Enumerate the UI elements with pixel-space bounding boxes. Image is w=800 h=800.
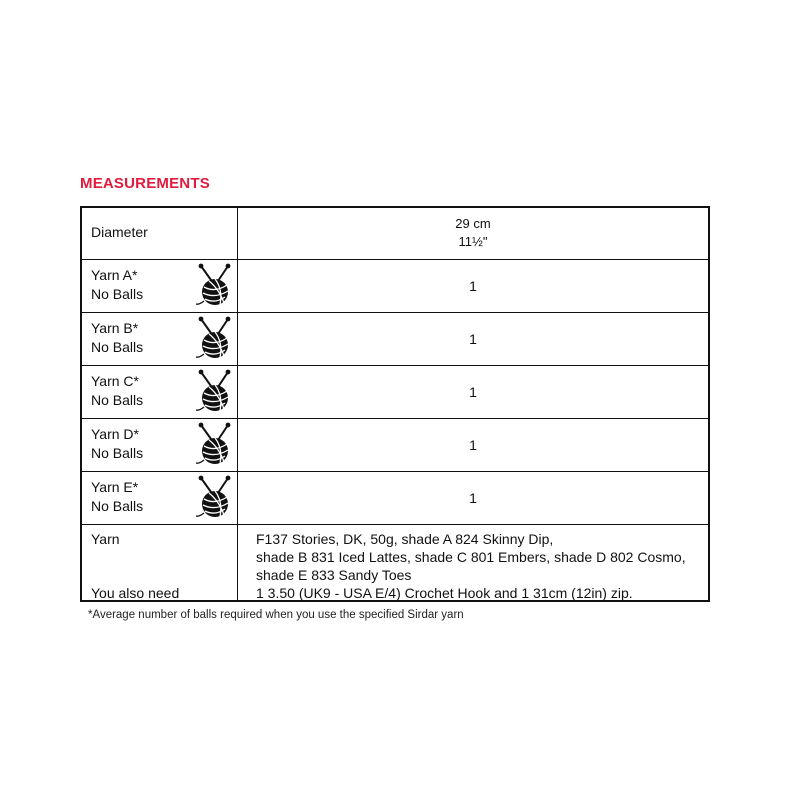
yarn-balls-value: 1 [469, 384, 477, 400]
yarn-balls-value: 1 [469, 278, 477, 294]
yarn-label-cell [82, 419, 238, 471]
yarn-value-cell [238, 366, 708, 418]
yarn-details-line: shade B 831 Iced Lattes, shade C 801 Embers, shade D 802 Cosmo, [256, 549, 686, 565]
diameter-inches: 11½" [458, 234, 488, 249]
yarn-ball-needles-icon [195, 475, 235, 519]
details-value-cell [238, 525, 708, 602]
yarn-label-cell [82, 313, 238, 365]
yarn-label-block [91, 372, 143, 410]
yarn-details-line: F137 Stories, DK, 50g, shade A 824 Skinny Dip, [256, 531, 554, 547]
measurements-table [80, 206, 710, 602]
yarn-balls-value: 1 [469, 437, 477, 453]
yarn-balls-value: 1 [469, 490, 477, 506]
yarn-ball-needles-icon [195, 422, 235, 466]
yarn-name: Yarn E* [91, 479, 139, 495]
yarn-name: Yarn A* [91, 267, 138, 283]
also-need-text: 1 3.50 (UK9 - USA E/4) Crochet Hook and 1 31cm (12in) zip. [256, 585, 633, 601]
yarn-balls-label: No Balls [91, 392, 144, 408]
yarn-name: Yarn D* [91, 426, 139, 442]
yarn-ball-needles-icon [195, 316, 235, 360]
yarn-row [82, 366, 708, 419]
yarn-value-cell [238, 260, 708, 312]
yarn-value-cell [238, 472, 708, 524]
yarn-label-block [91, 478, 143, 516]
yarn-row [82, 313, 708, 366]
details-row [82, 525, 708, 602]
yarn-balls-value: 1 [469, 331, 477, 347]
yarn-ball-needles-icon [195, 369, 235, 413]
yarn-label-block [91, 319, 143, 357]
yarn-balls-label: No Balls [91, 498, 144, 514]
yarn-details-line: shade E 833 Sandy Toes [256, 567, 412, 583]
yarn-details-label: Yarn [91, 531, 120, 547]
yarn-row [82, 472, 708, 525]
yarn-label-cell [82, 366, 238, 418]
also-need-label: You also need [91, 585, 180, 601]
yarn-label-block [91, 425, 143, 463]
yarn-row [82, 419, 708, 472]
yarn-balls-label: No Balls [91, 445, 144, 461]
section-heading: MEASUREMENTS [80, 175, 210, 192]
yarn-value-cell [238, 313, 708, 365]
yarn-ball-needles-icon [195, 263, 235, 307]
yarn-label-cell [82, 260, 238, 312]
yarn-balls-label: No Balls [91, 286, 144, 302]
diameter-cm: 29 cm [455, 216, 491, 231]
yarn-name: Yarn B* [91, 320, 139, 336]
diameter-row [82, 208, 708, 260]
yarn-label-block [91, 266, 143, 304]
yarn-label-cell [82, 472, 238, 524]
details-label-cell [82, 525, 238, 602]
diameter-label-cell [82, 208, 238, 259]
yarn-name: Yarn C* [91, 373, 139, 389]
diameter-label: Diameter [91, 224, 148, 240]
yarn-balls-label: No Balls [91, 339, 144, 355]
yarn-row [82, 260, 708, 313]
footnote: *Average number of balls required when you use the specified Sirdar yarn [88, 609, 464, 621]
diameter-value-cell [238, 208, 708, 259]
yarn-value-cell [238, 419, 708, 471]
